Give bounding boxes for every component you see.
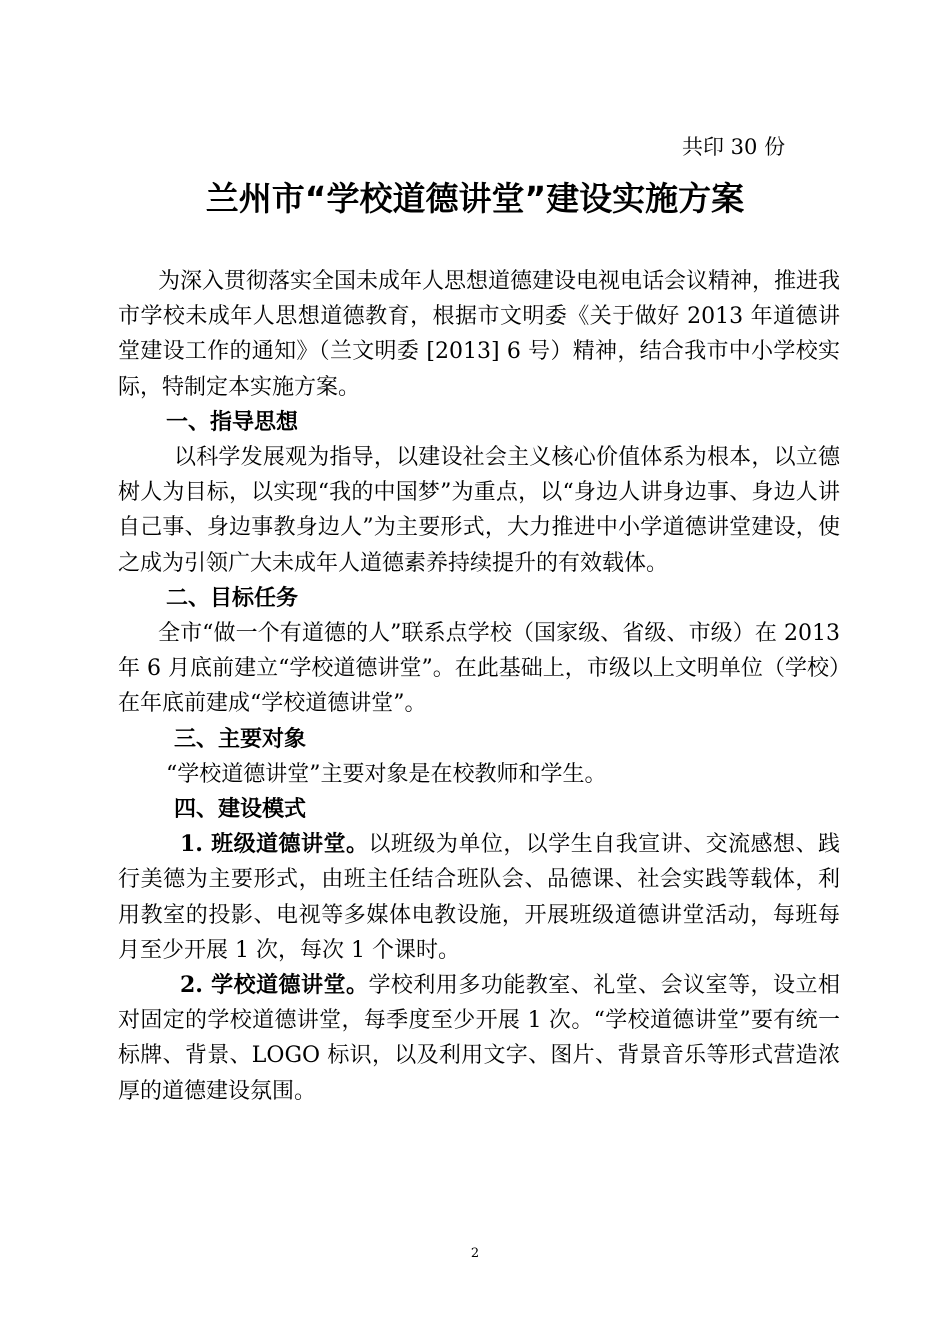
mode-item-2 <box>118 968 840 1109</box>
mode-item-lead: 1. 班级道德讲堂。 <box>180 831 369 858</box>
section-heading-text: 三、主要对象 <box>174 726 307 752</box>
section-heading-text: 一、指导思想 <box>166 409 299 435</box>
copies-note: 共印 30 份 <box>682 135 786 159</box>
mode-item-text: 学校利用多功能教室、礼堂、会议室等，设立相对固定的学校道德讲堂，每季度至少开展 1 次。“学校道德讲堂”要有统一标牌、背景、LOGO 标识，以及利用文字、图片、背景音乐等形式营造浓厚的道德建设氛围。 <box>118 973 840 1104</box>
intro-paragraph: 为深入贯彻落实全国未成年人思想道德建设电视电话会议精神，推进我市学校未成年人思想道德教育，根据市文明委《关于做好 2013 年道德讲堂建设工作的通知》（兰文明委 [2013] 6 号）精神，结合我市中小学校实际，特制定本实施方案。 <box>118 269 841 400</box>
page-number: 2 <box>470 1246 480 1261</box>
mode-item-1 <box>118 827 840 968</box>
section-heading-1 <box>118 405 840 440</box>
section-heading-2 <box>118 581 840 616</box>
section-heading-3 <box>118 722 840 757</box>
document-body <box>118 264 840 1109</box>
document-title: 兰州市“学校道德讲堂”建设实施方案 <box>205 179 745 218</box>
mode-item-lead: 2. 学校道德讲堂。 <box>180 972 369 999</box>
section-heading-text: 二、目标任务 <box>166 585 299 611</box>
section-paragraph-2: 全市“做一个有道德的人”联系点学校（国家级、省级、市级）在 2013 年 6 月底前建立“学校道德讲堂”。在此基础上，市级以上文明单位（学校）在年底前建成“学校道德讲堂”。 <box>118 621 840 717</box>
section-heading-4 <box>118 792 840 827</box>
section-paragraph-3: “学校道德讲堂”主要对象是在校教师和学生。 <box>166 761 607 787</box>
section-heading-text: 四、建设模式 <box>174 797 307 823</box>
mode-item-text: 以班级为单位，以学生自我宣讲、交流感想、践行美德为主要形式，由班主任结合班队会、品德课、社会实践等载体，利用教室的投影、电视等多媒体电教设施，开展班级道德讲堂活动，每班每月至少开展 1 次，每次 1 个课时。 <box>118 832 840 963</box>
section-paragraph-1: 以科学发展观为指导，以建设社会主义核心价值体系为根本，以立德树人为目标，以实现“我的中国梦”为重点，以“身边人讲身边事、身边人讲自己事、身边事教身边人”为主要形式，大力推进中小学道德讲堂建设，使之成为引领广大未成年人道德素养持续提升的有效载体。 <box>118 445 840 576</box>
